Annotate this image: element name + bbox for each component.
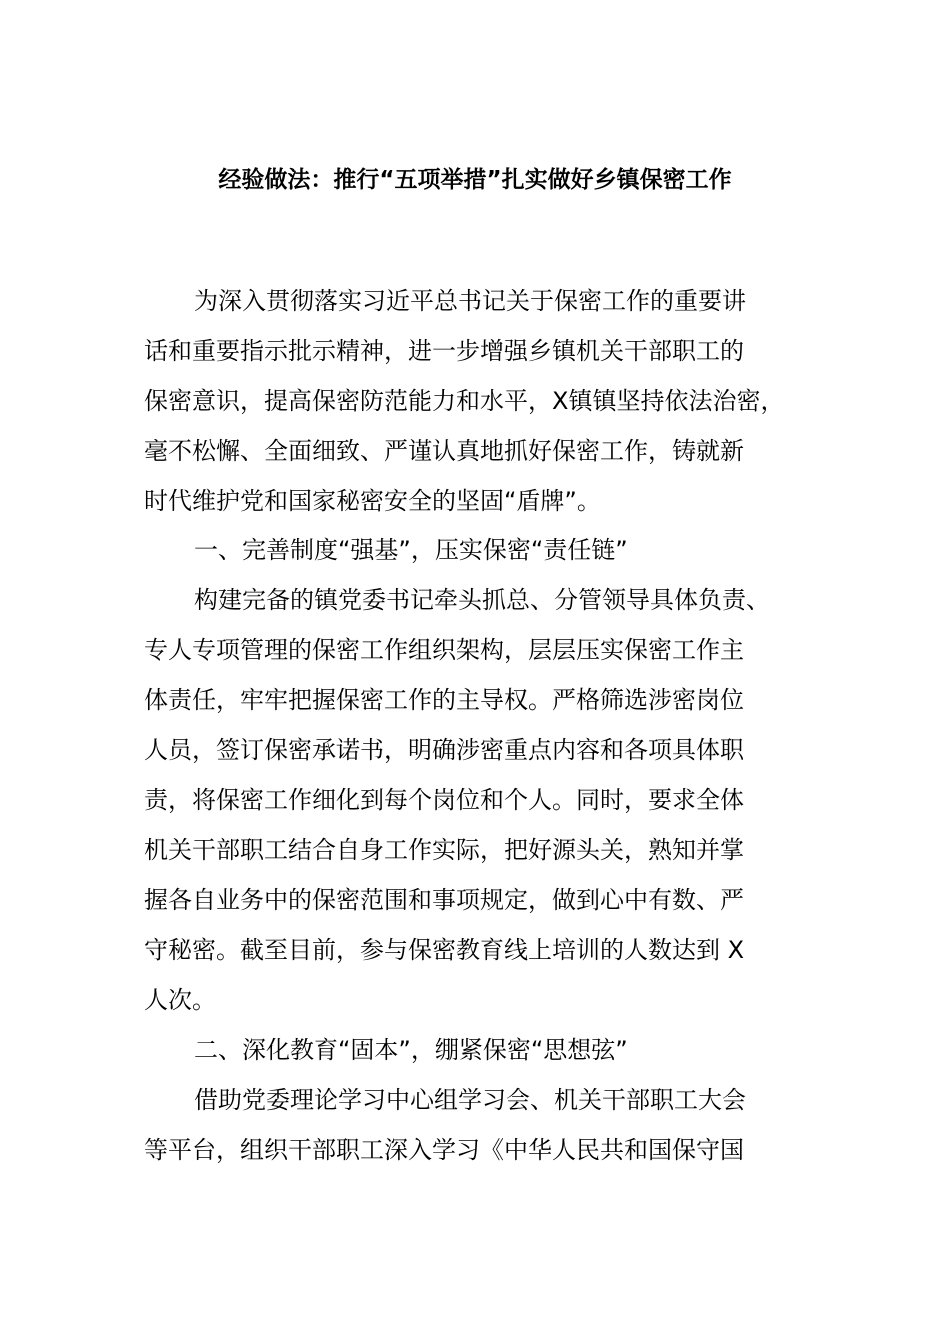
paragraph-line: 毫不松懈、全面细致、严谨认真地抓好保密工作，铸就新 (144, 437, 744, 465)
paragraph-line: 体责任，牢牢把握保密工作的主导权。严格筛选涉密岗位 (144, 686, 744, 714)
paragraph-line: 构建完备的镇党委书记牵头抓总、分管领导具体负责、 (194, 586, 770, 614)
paragraph-line: 人次。 (144, 986, 216, 1014)
paragraph-line: 握各自业务中的保密范围和事项规定，做到心中有数、严 (144, 886, 744, 914)
paragraph-line: 人员，签订保密承诺书，明确涉密重点内容和各项具体职 (144, 736, 744, 764)
paragraph-line: 借助党委理论学习中心组学习会、机关干部职工大会 (194, 1086, 746, 1114)
paragraph-line: 等平台，组织干部职工深入学习《中华人民共和国保守国 (144, 1136, 744, 1164)
section-heading: 二、深化教育“固本”，绷紧保密“思想弦” (194, 1036, 628, 1064)
section-heading: 一、完善制度“强基”，压实保密“责任链” (194, 536, 628, 564)
paragraph-line: 责，将保密工作细化到每个岗位和个人。同时，要求全体 (144, 786, 744, 814)
paragraph-line: 保密意识，提高保密防范能力和水平，X镇镇坚持依法治密， (144, 387, 785, 415)
paragraph-line: 话和重要指示批示精神，进一步增强乡镇机关干部职工的 (144, 337, 744, 365)
paragraph-line: 为深入贯彻落实习近平总书记关于保密工作的重要讲 (194, 287, 746, 315)
paragraph-line: 时代维护党和国家秘密安全的坚固“盾牌”。 (144, 487, 601, 515)
document-title: 经验做法：推行“五项举措”扎实做好乡镇保密工作 (218, 167, 732, 193)
paragraph-line: 守秘密。截至目前，参与保密教育线上培训的人数达到 X (144, 936, 745, 964)
paragraph-line: 机关干部职工结合自身工作实际，把好源头关，熟知并掌 (144, 836, 744, 864)
paragraph-line: 专人专项管理的保密工作组织架构，层层压实保密工作主 (144, 636, 744, 664)
